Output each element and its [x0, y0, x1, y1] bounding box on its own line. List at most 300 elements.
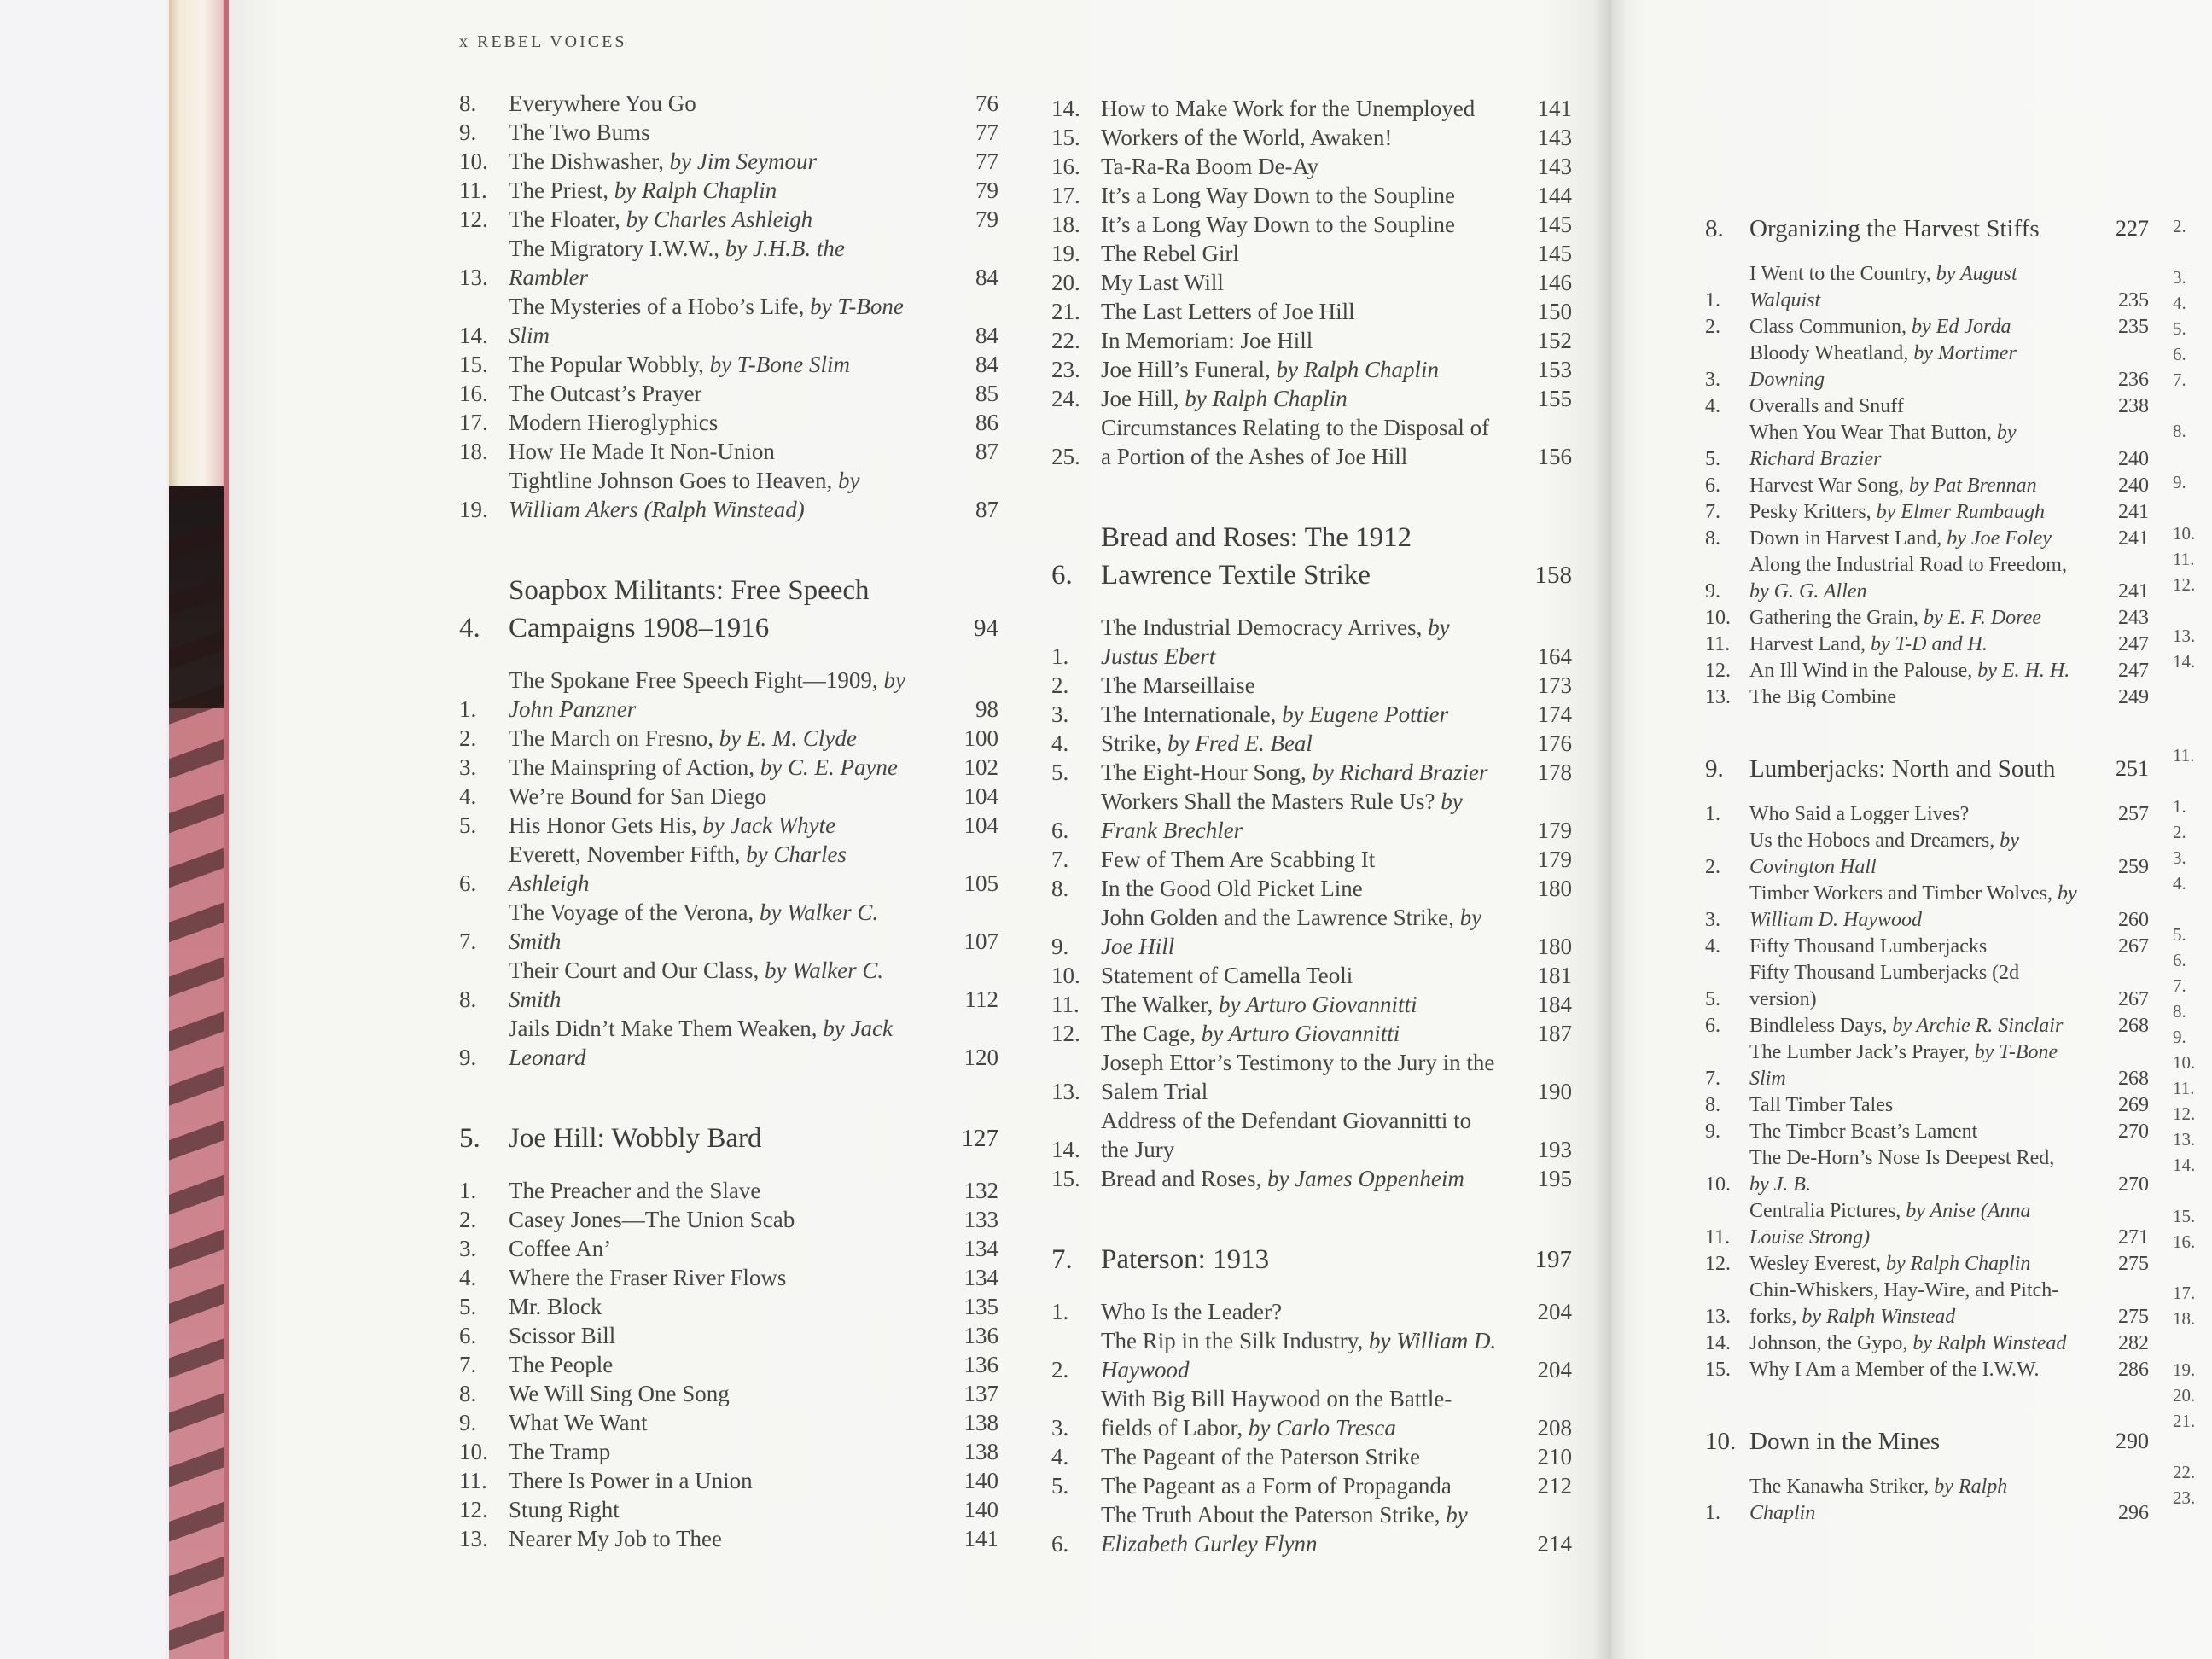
entry-title: Harvest Land, by T-D and H. — [1749, 633, 1988, 655]
edge-number: 5. — [2173, 318, 2186, 339]
edge-number — [2173, 393, 2212, 418]
toc-entry — [1705, 526, 2149, 552]
entry-number: 18. — [1051, 212, 1080, 237]
entry-number: 1. — [1051, 643, 1069, 669]
toc-entry — [1051, 845, 1572, 874]
toc-entry — [1705, 828, 2149, 881]
toc-entry — [1051, 123, 1572, 152]
toc-entry — [1051, 355, 1572, 384]
entry-page: 184 — [1537, 992, 1572, 1017]
entry-page: 174 — [1537, 701, 1572, 727]
entry-title: Why I Am a Member of the I.W.W. — [1749, 1359, 2040, 1381]
entry-title: The Rebel Girl — [1101, 241, 1239, 266]
toc-entry — [459, 1524, 998, 1553]
toc-entry — [1051, 874, 1572, 903]
entry-number: 1. — [1705, 803, 1720, 825]
entry-page: 249 — [2118, 686, 2149, 708]
entry-page: 150 — [1537, 299, 1572, 324]
entry-page: 146 — [1537, 270, 1572, 295]
entry-page: 112 — [964, 987, 998, 1012]
toc-entry — [1705, 1278, 2149, 1330]
entry-author: by E. M. Clyde — [719, 725, 857, 751]
entry-page: 100 — [963, 725, 998, 751]
entry-title: The Marseillaise — [1101, 672, 1255, 698]
toc-entry — [1051, 1019, 1572, 1048]
entry-title: Tall Timber Tales — [1749, 1094, 1894, 1116]
toc-entry — [1051, 268, 1572, 297]
edge-number — [2173, 1178, 2212, 1203]
entry-title: Casey Jones—The Union Scab — [509, 1207, 795, 1232]
entry-page: 180 — [1537, 876, 1572, 901]
entry-title: The Big Combine — [1749, 686, 1896, 708]
toc-entry — [459, 1234, 998, 1263]
entry-page: 178 — [1537, 760, 1572, 785]
entry-number: 5. — [459, 812, 477, 838]
chapter-title: Organizing the Harvest Stiffs — [1749, 215, 2040, 242]
entry-title: Joe Hill’s Funeral, by Ralph Chaplin — [1101, 357, 1439, 382]
toc-entry — [1705, 1357, 2149, 1383]
toc-entry — [459, 1408, 998, 1437]
edge-number: 12. — [2173, 1103, 2196, 1124]
chapter-page: 227 — [2116, 216, 2149, 241]
toc-entry — [1051, 94, 1572, 123]
toc-entry — [1705, 881, 2149, 934]
entry-title: With Big Bill Haywood on the Battle-fields of Labor, by Carlo Tresca — [1101, 1386, 1452, 1441]
edge-number: 19. — [2173, 1359, 2196, 1380]
entry-number: 7. — [459, 928, 477, 954]
toc-entry — [459, 292, 998, 350]
toc-entry — [1705, 658, 2149, 684]
entry-page: 152 — [1537, 328, 1572, 353]
chapter-title: Lumberjacks: North and South — [1749, 755, 2056, 783]
entry-author: by William D. Haywood — [1749, 882, 2077, 931]
toc-entry — [1051, 613, 1572, 671]
entry-page: 140 — [963, 1497, 998, 1522]
entry-page: 241 — [2118, 580, 2149, 602]
entry-number: 1. — [1051, 1299, 1069, 1324]
toc-entry — [459, 466, 998, 524]
entry-title: Their Court and Our Class, by Walker C. Smith — [509, 958, 884, 1012]
entry-title: The Pageant of the Paterson Strike — [1101, 1444, 1421, 1470]
toc-entry — [1051, 210, 1572, 239]
chapter-page: 251 — [2116, 756, 2149, 781]
entry-page: 138 — [963, 1410, 998, 1435]
toc-entry — [1051, 903, 1572, 961]
toc-entry — [1051, 152, 1572, 181]
entry-page: 145 — [1537, 212, 1572, 237]
entry-page: 241 — [2118, 527, 2149, 550]
edge-number — [2173, 495, 2212, 521]
chapter-number: 6. — [1051, 560, 1073, 591]
chapter-page: 127 — [961, 1125, 998, 1152]
entry-number: 9. — [459, 1410, 477, 1435]
toc-entry — [1051, 990, 1572, 1019]
entry-number: 7. — [459, 1352, 477, 1377]
toc-entry — [1051, 787, 1572, 845]
entry-title: Class Communion, by Ed Jorda — [1749, 316, 2011, 338]
entry-title: Modern Hieroglyphics — [509, 410, 719, 435]
entry-title: Coffee An’ — [509, 1236, 612, 1261]
toc-entry — [1705, 341, 2149, 393]
edge-number: 11. — [2173, 549, 2195, 569]
toc-entry — [1705, 499, 2149, 526]
entry-title: Mr. Block — [509, 1294, 602, 1319]
toc-entry — [1705, 1013, 2149, 1039]
entry-page: 296 — [2118, 1502, 2149, 1524]
edge-number: 3. — [2173, 847, 2186, 868]
toc-entry — [1051, 671, 1572, 700]
entry-author: by Mortimer Downing — [1749, 342, 2017, 391]
toc-entry — [1051, 1442, 1572, 1471]
entry-number: 13. — [1705, 1306, 1731, 1328]
toc-entry — [459, 1495, 998, 1524]
toc-entry — [1051, 700, 1572, 729]
entry-number: 8. — [459, 90, 477, 116]
entry-title: Strike, by Fred E. Beal — [1101, 731, 1313, 756]
chapter-heading — [459, 572, 998, 647]
entry-page: 85 — [975, 381, 998, 406]
toc-entry — [1705, 552, 2149, 605]
entry-title: The Eight-Hour Song, by Richard Brazier — [1101, 760, 1488, 785]
toc-entry — [1705, 473, 2149, 499]
entry-number: 8. — [459, 1381, 477, 1406]
edge-number: 10. — [2173, 1052, 2196, 1073]
cover-spine-top — [169, 0, 227, 486]
entry-number: 17. — [1051, 183, 1080, 208]
edge-number: 20. — [2173, 1385, 2196, 1406]
entry-number: 16. — [1051, 154, 1080, 179]
toc-entry — [1051, 1384, 1572, 1442]
edge-number: 2. — [2173, 216, 2186, 236]
entry-title: It’s a Long Way Down to the Soupline — [1101, 183, 1456, 208]
entry-author: by Joe Foley — [1947, 527, 2052, 550]
entry-title: Workers Shall the Masters Rule Us? by Frank Brechler — [1101, 789, 1463, 843]
entry-author: by T-Bone Slim — [709, 352, 851, 377]
entry-number: 24. — [1051, 386, 1080, 411]
entry-page: 102 — [963, 754, 998, 780]
edge-number: 6. — [2173, 950, 2186, 970]
entry-title: The Cage, by Arturo Giovannitti — [1101, 1021, 1400, 1046]
toc-entry — [1051, 1500, 1572, 1558]
entry-author: by Ralph Chaplin — [1749, 1476, 2008, 1524]
entry-author: by Ralph Chaplin — [1276, 357, 1439, 382]
cover-photo-strip — [169, 486, 229, 1659]
edge-number: 14. — [2173, 651, 2196, 672]
entry-page: 260 — [2118, 909, 2149, 931]
chapter-number: 9. — [1705, 755, 1724, 783]
edge-number — [2173, 1254, 2212, 1280]
toc-entry — [1051, 1164, 1572, 1193]
entry-title: Bloody Wheatland, by Mortimer Downing — [1749, 342, 2017, 391]
entry-title: His Honor Gets His, by Jack Whyte — [509, 812, 836, 838]
entry-title: Circumstances Relating to the Disposal of a Portion of the Ashes of Joe Hill — [1101, 415, 1490, 469]
entry-author: by Arturo Giovannitti — [1201, 1021, 1400, 1046]
entry-page: 243 — [2118, 607, 2149, 629]
entry-title: The People — [509, 1352, 614, 1377]
entry-title: Fifty Thousand Lumberjacks (2d version) — [1749, 962, 2020, 1010]
toc-entry — [1051, 326, 1572, 355]
entry-page: 235 — [2118, 316, 2149, 338]
toc-entry — [459, 1437, 998, 1466]
chapter-number: 7. — [1051, 1244, 1073, 1275]
edge-number — [2173, 896, 2212, 922]
entry-number: 9. — [1705, 1121, 1720, 1143]
entry-author: by William Akers (Ralph Winstead) — [509, 468, 860, 522]
entry-title: The Pageant as a Form of Propaganda — [1101, 1473, 1452, 1499]
entry-author: by E. H. H. — [1977, 660, 2070, 682]
entry-page: 268 — [2118, 1015, 2149, 1037]
entry-page: 271 — [2118, 1226, 2149, 1249]
entry-number: 13. — [459, 265, 488, 290]
edge-number: 11. — [2173, 745, 2195, 765]
entry-page: 77 — [975, 148, 998, 174]
toc-entry — [1051, 1297, 1572, 1326]
entry-title: The Internationale, by Eugene Pottier — [1101, 701, 1449, 727]
entry-title: Tightline Johnson Goes to Heaven, by William Akers (Ralph Winstead) — [509, 468, 860, 522]
entry-page: 267 — [2118, 935, 2149, 958]
entry-author: by G. G. Allen — [1749, 580, 1867, 602]
edge-number: 13. — [2173, 1129, 2196, 1150]
entry-title: The Dishwasher, by Jim Seymour — [509, 148, 818, 174]
entry-number: 17. — [459, 410, 488, 435]
entry-page: 286 — [2118, 1359, 2149, 1381]
entry-title: How to Make Work for the Unemployed — [1101, 96, 1476, 121]
chapter-title: Paterson: 1913 — [1101, 1244, 1270, 1275]
toc-entry — [459, 437, 998, 466]
entry-number: 11. — [459, 178, 487, 203]
entry-number: 8. — [459, 987, 477, 1012]
chapter-number: 10. — [1705, 1428, 1737, 1455]
entry-page: 156 — [1537, 444, 1572, 469]
chapter-page: 158 — [1534, 562, 1572, 589]
entry-page: 173 — [1537, 672, 1572, 698]
toc-entry — [1051, 239, 1572, 268]
entry-number: 10. — [1705, 607, 1731, 629]
entry-title: The Two Bums — [509, 119, 650, 145]
entry-title: Who Said a Logger Lives? — [1749, 803, 1970, 825]
entry-page: 210 — [1537, 1444, 1572, 1470]
toc-entry — [1705, 1092, 2149, 1119]
entry-title: When You Wear That Button, by Richard Brazier — [1749, 422, 2017, 470]
entry-page: 133 — [963, 1207, 998, 1232]
toc-entry — [459, 811, 998, 840]
entry-title: The Truth About the Paterson Strike, by Elizabeth Gurley Flynn — [1101, 1502, 1468, 1557]
edge-number: 22. — [2173, 1462, 2196, 1482]
entry-author: by Charles Ashleigh — [626, 207, 813, 232]
entry-author: by Pat Brennan — [1908, 474, 2037, 497]
entry-page: 104 — [963, 812, 998, 838]
entry-page: 132 — [963, 1178, 998, 1203]
entry-title: The Lumber Jack’s Prayer, by T-Bone Slim — [1749, 1041, 2058, 1090]
entry-page: 98 — [975, 696, 998, 722]
entry-number: 13. — [459, 1526, 488, 1551]
entry-author: by T-Bone Slim — [1749, 1041, 2058, 1090]
edge-number: 6. — [2173, 344, 2186, 364]
entry-number: 6. — [1705, 1015, 1720, 1037]
entry-number: 3. — [459, 1236, 477, 1261]
entry-page: 136 — [963, 1352, 998, 1377]
entry-title: Who Is the Leader? — [1101, 1299, 1283, 1324]
edge-number: 8. — [2173, 1001, 2186, 1022]
entry-title: Gathering the Grain, by E. F. Doree — [1749, 607, 2041, 629]
toc-entry — [459, 753, 998, 782]
entry-number: 3. — [1051, 1415, 1069, 1441]
entry-number: 9. — [1051, 934, 1069, 959]
entry-page: 212 — [1537, 1473, 1572, 1499]
toc-entry — [1705, 1145, 2149, 1198]
edge-number: 4. — [2173, 293, 2186, 313]
toc-entry — [459, 956, 998, 1014]
entry-title: Wesley Everest, by Ralph Chaplin — [1749, 1253, 2031, 1275]
toc-entry — [459, 234, 998, 292]
entry-page: 120 — [963, 1045, 998, 1070]
entry-author: by Joe Hill — [1101, 905, 1482, 959]
edge-number: 15. — [2173, 1206, 2196, 1226]
chapter-heading — [459, 1120, 998, 1157]
entry-title: The Outcast’s Prayer — [509, 381, 702, 406]
toc-entry — [459, 176, 998, 205]
entry-number: 8. — [1705, 527, 1720, 550]
entry-author: by August Walquist — [1749, 263, 2017, 311]
entry-author: by C. E. Payne — [760, 754, 898, 780]
toc-column-1 — [459, 89, 998, 1553]
entry-number: 3. — [1051, 701, 1069, 727]
toc-entry — [459, 147, 998, 176]
entry-number: 2. — [1705, 316, 1720, 338]
entry-number: 4. — [459, 1265, 477, 1290]
entry-title: Few of Them Are Scabbing It — [1101, 847, 1376, 872]
toc-entry — [1051, 1471, 1572, 1500]
entry-number: 9. — [459, 119, 477, 145]
entry-number: 6. — [1705, 474, 1720, 497]
edge-number: 11. — [2173, 1078, 2195, 1098]
entry-page: 247 — [2118, 633, 2149, 655]
entry-number: 7. — [1051, 847, 1069, 872]
entry-title: How He Made It Non-Union — [509, 439, 775, 464]
entry-number: 15. — [1051, 125, 1080, 150]
entry-page: 76 — [975, 90, 998, 116]
entry-title: The Popular Wobbly, by T-Bone Slim — [509, 352, 851, 377]
entry-page: 87 — [975, 497, 998, 522]
toc-entry — [459, 1466, 998, 1495]
edge-number: 17. — [2173, 1283, 2196, 1303]
entry-title: The Mysteries of a Hobo’s Life, by T-Bone Slim — [509, 294, 904, 348]
toc-entry — [1051, 1326, 1572, 1384]
entry-page: 257 — [2118, 803, 2149, 825]
entry-author: by Arturo Giovannitti — [1218, 992, 1417, 1017]
toc-entry — [1051, 181, 1572, 210]
entry-title: Joseph Ettor’s Testimony to the Jury in the Salem Trial — [1101, 1050, 1495, 1104]
entry-page: 79 — [975, 178, 998, 203]
entry-title: An Ill Wind in the Palouse, by E. H. H. — [1749, 660, 2070, 682]
entry-page: 104 — [963, 783, 998, 809]
entry-page: 236 — [2118, 369, 2149, 391]
entry-author: by Ralph Chaplin — [614, 178, 777, 203]
chapter-title: Bread and Roses: The 1912 Lawrence Textile Strike — [1101, 522, 1412, 591]
entry-title: The Voyage of the Verona, by Walker C. Smith — [509, 899, 879, 954]
entry-title: The Priest, by Ralph Chaplin — [509, 178, 777, 203]
entry-number: 1. — [1705, 289, 1720, 311]
entry-number: 3. — [1705, 909, 1720, 931]
edge-number: 12. — [2173, 574, 2196, 595]
toc-entry — [459, 1176, 998, 1205]
entry-title: The Last Letters of Joe Hill — [1101, 299, 1355, 324]
toc-entry — [1051, 1048, 1572, 1106]
entry-page: 181 — [1537, 963, 1572, 988]
entry-number: 2. — [1051, 1357, 1069, 1382]
entry-number: 6. — [1051, 818, 1069, 843]
entry-author: by Ralph Winstead — [1802, 1306, 1956, 1328]
next-page-numbers-bottom — [2173, 742, 2212, 1511]
toc-column-2 — [1051, 94, 1572, 1558]
entry-page: 190 — [1537, 1079, 1572, 1104]
entry-title: Bread and Roses, by James Oppenheim — [1101, 1166, 1464, 1191]
entry-author: by J. B. — [1749, 1173, 1811, 1196]
toc-entry — [459, 118, 998, 147]
entry-number: 2. — [459, 1207, 477, 1232]
edge-number — [2173, 597, 2212, 623]
edge-number: 9. — [2173, 472, 2186, 492]
entry-title: Nearer My Job to Thee — [509, 1526, 722, 1551]
entry-title: Workers of the World, Awaken! — [1101, 125, 1393, 150]
entry-page: 195 — [1537, 1166, 1572, 1191]
entry-number: 4. — [1705, 935, 1720, 958]
entry-author: by James Oppenheim — [1266, 1166, 1464, 1191]
entry-page: 153 — [1537, 357, 1572, 382]
entry-number: 25. — [1051, 444, 1080, 469]
entry-page: 259 — [2118, 856, 2149, 878]
entry-number: 11. — [1051, 992, 1080, 1017]
edge-number: 7. — [2173, 370, 2186, 390]
toc-entry — [459, 1263, 998, 1292]
entry-number: 8. — [1051, 876, 1069, 901]
entry-author: by Jack Leonard — [509, 1016, 893, 1070]
entry-page: 164 — [1537, 643, 1572, 669]
chapter-page: 197 — [1534, 1246, 1572, 1273]
toc-entry — [459, 1292, 998, 1321]
entry-page: 204 — [1537, 1299, 1572, 1324]
entry-number: 2. — [459, 725, 477, 751]
entry-page: 187 — [1537, 1021, 1572, 1046]
entry-author: by E. F. Doree — [1923, 607, 2041, 629]
entry-author: by Archie R. Sinclair — [1892, 1015, 2064, 1037]
entry-number: 2. — [1705, 856, 1720, 878]
entry-number: 11. — [1705, 1226, 1731, 1249]
entry-page: 238 — [2118, 395, 2149, 417]
entry-author: by Jack Whyte — [702, 812, 836, 838]
entry-title: Bindleless Days, by Archie R. Sinclair — [1749, 1015, 2064, 1037]
entry-title: Timber Workers and Timber Wolves, by William D. Haywood — [1749, 882, 2077, 931]
edge-number: 2. — [2173, 822, 2186, 842]
entry-page: 176 — [1537, 731, 1572, 756]
book-gutter — [1594, 0, 1628, 1659]
entry-title: Where the Fraser River Flows — [509, 1265, 787, 1290]
entry-page: 275 — [2118, 1253, 2149, 1275]
entry-page: 193 — [1537, 1137, 1572, 1162]
toc-entry — [1051, 758, 1572, 787]
toc-entry — [459, 89, 998, 118]
entry-title: The Walker, by Arturo Giovannitti — [1101, 992, 1417, 1017]
entry-title: Address of the Defendant Giovannitti to the Jury — [1101, 1108, 1472, 1162]
toc-entry — [459, 1350, 998, 1379]
entry-title: The Floater, by Charles Ashleigh — [509, 207, 813, 232]
entry-title: We’re Bound for San Diego — [509, 783, 767, 809]
entry-author: by Charles Ashleigh — [509, 841, 847, 896]
entry-number: 3. — [1705, 369, 1720, 391]
toc-entry — [459, 350, 998, 379]
entry-number: 10. — [459, 1439, 488, 1464]
toc-entry — [1705, 1198, 2149, 1251]
